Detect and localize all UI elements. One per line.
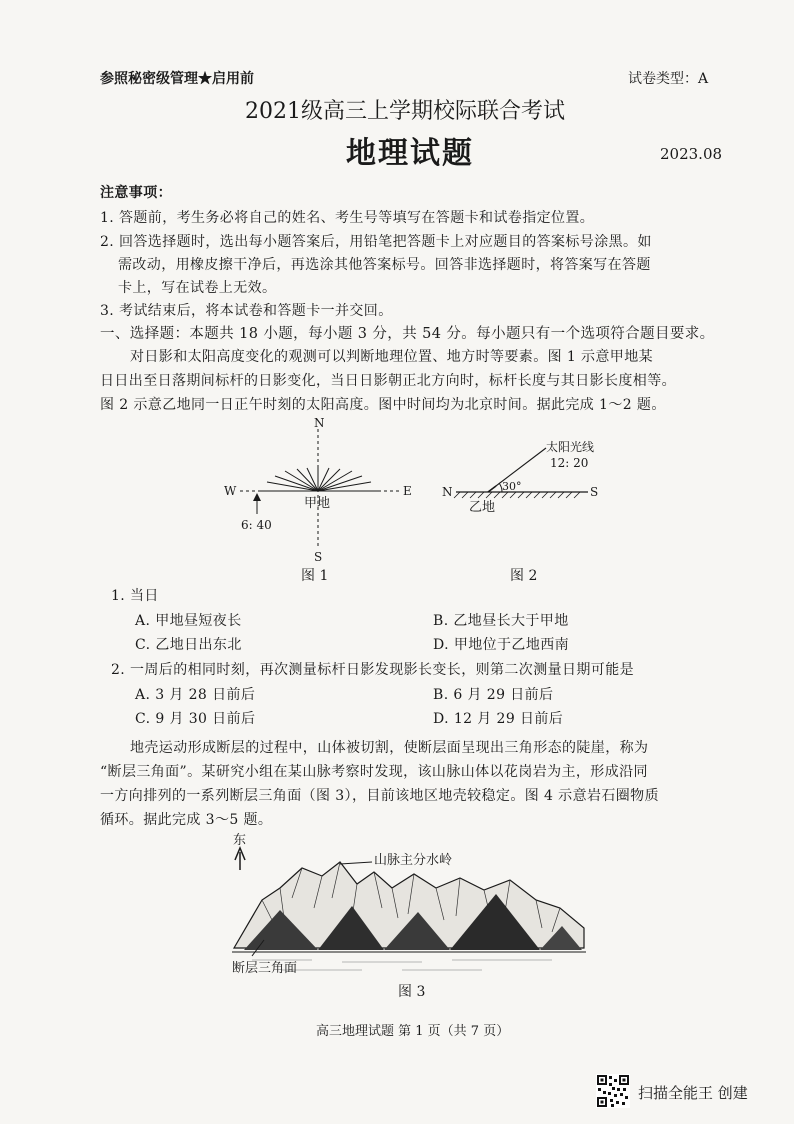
fig2-place-label: 乙地: [469, 500, 496, 515]
passage-1-line-1: 对日影和太阳高度变化的观测可以判断地理位置、地方时等要素。图 1 示意甲地某: [130, 349, 654, 365]
fig1-west-label: W: [224, 484, 237, 498]
fig3-ridge-label: 山脉主分水岭: [374, 853, 453, 868]
notice-item-2-line-3: 卡上，写在试卷上无效。: [118, 280, 277, 296]
fig1-north-label: N: [314, 416, 325, 430]
fig1-caption: 图 1: [301, 568, 329, 584]
subject-title: 地理试题: [346, 136, 474, 171]
passage-1-line-3: 图 2 示意乙地同一日正午时刻的太阳高度。图中时间均为北京时间。据此完成 1～2 题。: [100, 397, 666, 413]
figure-3-fault-facets-sketch: [222, 828, 592, 1008]
ray-arrow-head: [488, 486, 496, 492]
q2-option-c: C. 9 月 30 日前后: [135, 711, 256, 727]
q2-option-a: A. 3 月 28 日前后: [135, 687, 256, 703]
fig2-time-label: 12: 20: [550, 456, 589, 470]
fig2-caption: 图 2: [510, 568, 538, 584]
qr-code-icon: [596, 1074, 630, 1108]
sunrise-arrow-head: [253, 493, 261, 501]
passage-2-line-2: “断层三角面”。某研究小组在某山脉考察时发现，该山脉山体以花岗岩为主，形成沿同: [100, 764, 648, 780]
exam-date: 2023.08: [660, 145, 723, 163]
fig3-facet-label: 断层三角面: [232, 961, 298, 976]
fig2-north-label: N: [442, 485, 453, 499]
exam-name: 2021级高三上学期校际联合考试: [245, 99, 565, 124]
q1-option-a: A. 甲地昼短夜长: [135, 613, 242, 629]
fig3-east-label: 东: [233, 833, 247, 848]
scanner-watermark: 扫描全能王 创建: [638, 1084, 748, 1102]
passage-2-line-1: 地壳运动形成断层的过程中，山体被切割，使断层面呈现出三角形态的陡崖，称为: [130, 740, 649, 756]
passage-2-line-3: 一方向排列的一系列断层三角面（图 3），目前该地区地壳较稳定。图 4 示意岩石圈物质: [100, 788, 659, 804]
passage-1-line-2: 日日出至日落期间标杆的日影变化，当日日影朝正北方向时，标杆长度与其日影长度相等。: [100, 373, 676, 389]
q2-option-d: D. 12 月 29 日前后: [433, 711, 564, 727]
figure-1-sun-shadow-diagram: [215, 414, 425, 589]
figure-2-solar-altitude-diagram: [438, 436, 613, 586]
q1-option-b: B. 乙地昼长大于甲地: [433, 613, 569, 629]
q1-stem: 1. 当日: [111, 588, 159, 604]
q2-option-b: B. 6 月 29 日前后: [433, 687, 554, 703]
shadow-fan: [260, 468, 380, 491]
fig1-sunrise-time: 6: 40: [241, 518, 272, 532]
fig1-south-label: S: [314, 550, 323, 564]
q2-stem: 2. 一周后的相同时刻，再次测量标杆日影发现影长变长，则第二次测量日期可能是: [111, 662, 635, 678]
passage-2-line-4: 循环。据此完成 3～5 题。: [100, 812, 273, 828]
notice-item-2-line-1: 2. 回答选择题时，选出每小题答案后，用铅笔把答题卡上对应题目的答案标号涂黑。如: [100, 234, 652, 250]
q1-option-d: D. 甲地位于乙地西南: [433, 637, 570, 653]
fig1-place-label: 甲地: [304, 496, 331, 511]
notice-item-1: 1. 答题前，考生务必将自己的姓名、考生号等填写在答题卡和试卷指定位置。: [100, 210, 595, 226]
ridge-leader-line: [340, 862, 372, 864]
fig1-east-label: E: [403, 484, 412, 498]
section-1-title: 一、选择题：本题共 18 小题，每小题 3 分，共 54 分。每小题只有一个选项符合题目要求。: [100, 326, 715, 342]
paper-type: 试卷类型：A: [628, 71, 709, 87]
notice-item-3: 3. 考试结束后，将本试卷和答题卡一并交回。: [100, 303, 393, 319]
notice-item-2-line-2: 需改动，用橡皮擦干净后，再选涂其他答案标号。回答非选择题时，将答案写在答题: [118, 257, 651, 273]
fig2-sunlight-label: 太阳光线: [546, 440, 595, 454]
q1-option-c: C. 乙地日出东北: [135, 637, 242, 653]
fig2-angle-label: 30°: [502, 480, 522, 493]
fig2-south-label: S: [590, 485, 599, 499]
notice-heading: 注意事项：: [100, 185, 172, 201]
confidential-mark: 参照秘密级管理★启用前: [100, 71, 254, 87]
page-footer: 高三地理试题 第 1 页（共 7 页）: [316, 1024, 510, 1039]
fig3-caption: 图 3: [398, 984, 426, 1000]
